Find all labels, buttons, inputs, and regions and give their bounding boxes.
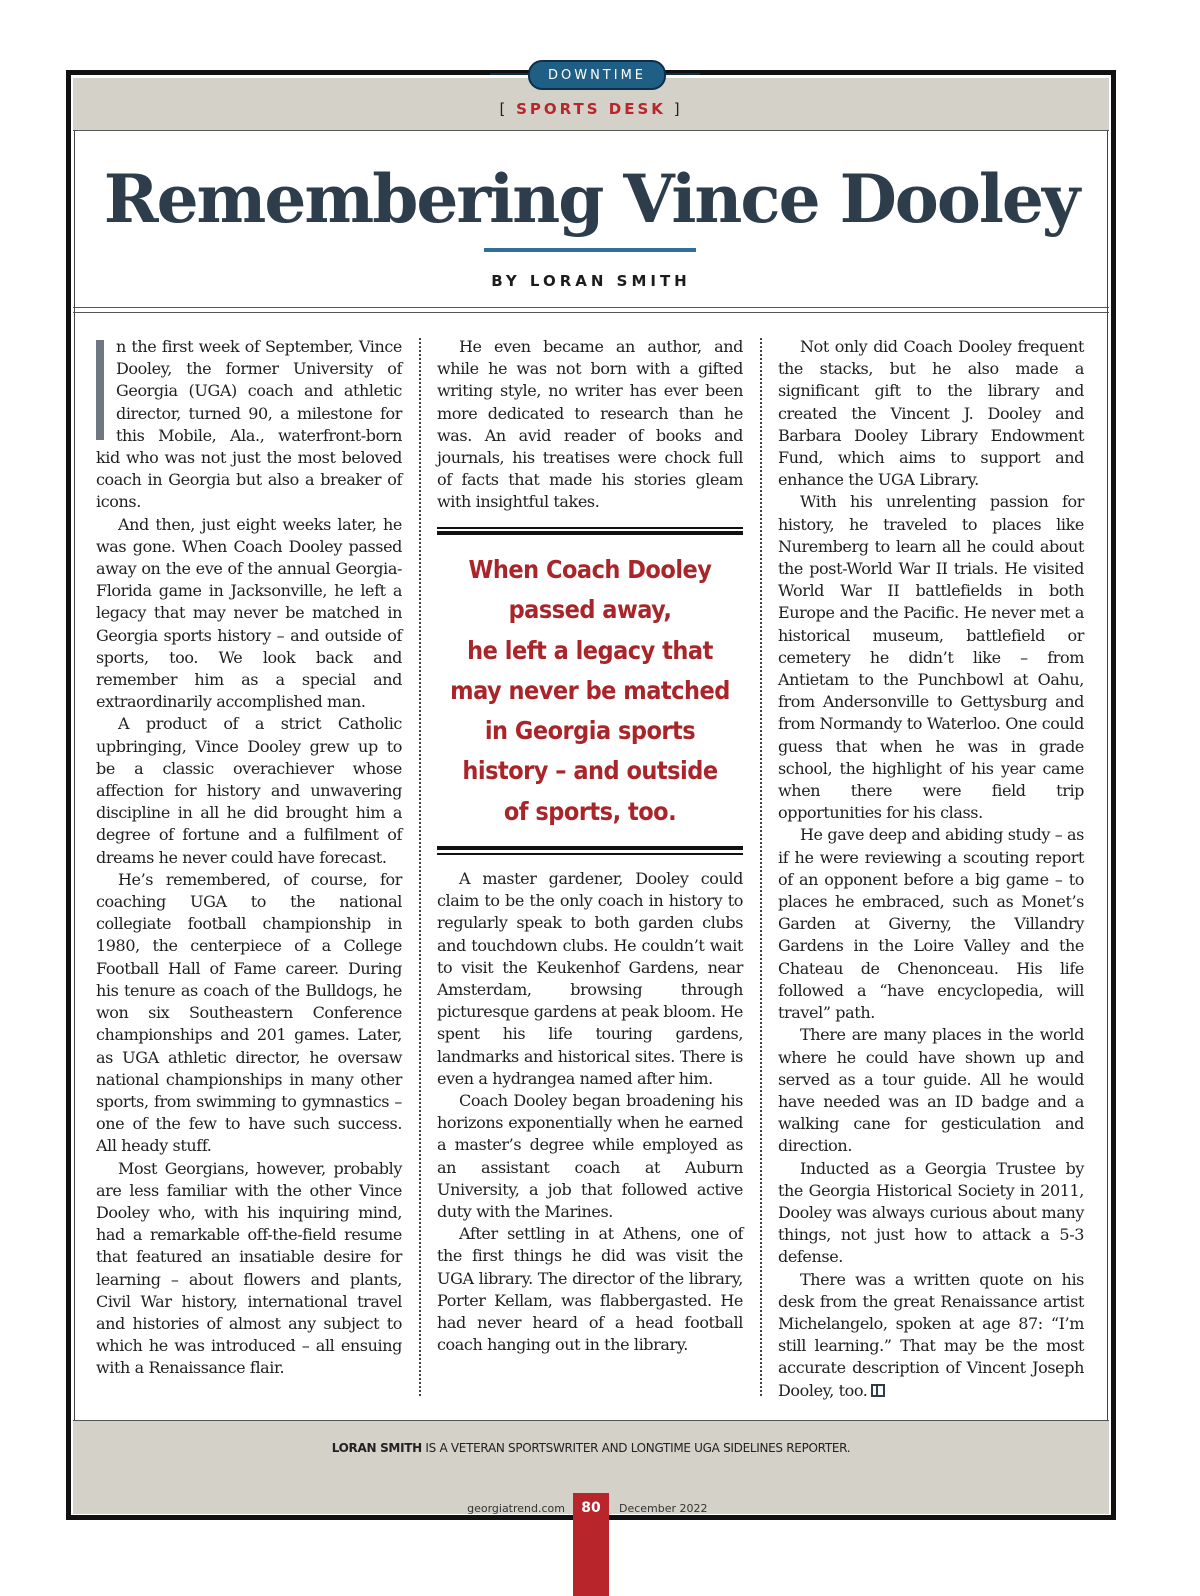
author-name: LORAN SMITH bbox=[331, 1441, 422, 1455]
header-rule-top bbox=[73, 307, 1109, 308]
sports-desk-label bbox=[73, 100, 1109, 118]
paragraph: Not only did Coach Dooley frequent the stacks, but he also made a significant gift to the library and created the Vincent J. Dooley and Barbara Dooley Library Endowment Fund, which aims to support and enhance the UGA Library. bbox=[778, 337, 1084, 490]
paragraph: And then, just eight weeks later, he was gone. When Coach Dooley passed away on the eve of the annual Georgia-Florida game in Jacksonville, he left a legacy that may never be matched in Georgia sports history – and outside of sports, too. We look back and remember him as a special and extraordinarily accomplished man. bbox=[96, 514, 402, 712]
pullquote-line: may never be matched bbox=[450, 675, 730, 705]
paragraph: With his unrelenting passion for history, he traveled to places like Nuremberg to learn all he could about the post-World War II trials. He visited World War II battlefields in both Europe and the Pacific. He never met a historical museum, battlefield or cemetery he didn’t like – from Antietam to the Punchbowl at Oahu, from Andersonville to Gettysburg and from Normandy to Waterloo. One could guess that when he was in grade school, the highlight of his year came when there were field trip opportunities for his class. bbox=[778, 492, 1084, 823]
paragraph: n the first week of September, Vince Dooley, the former University of Georgia (UGA) coach and athletic director, turned 90, a milestone for this Mobile, Ala., waterfront-born kid who was not just the most beloved coach in Georgia but also a breaker of icons. bbox=[96, 337, 402, 512]
pullquote-line: When Coach Dooley bbox=[468, 555, 712, 584]
desk-name: SPORTS DESK bbox=[516, 100, 666, 118]
paragraph: He gave deep and abiding study – as if he were reviewing a scouting report of an opponent before a big game – to places he embraced, such as Monet’s Garden at Giverny, the Villandry Gardens in the Loire Valley and the Chateau de Chenonceau. His life followed a “have encyclopedia, will travel” path. bbox=[778, 825, 1084, 1023]
column-divider-2 bbox=[760, 338, 762, 1396]
page-number: 80 bbox=[581, 1500, 601, 1516]
paragraph: A product of a strict Catholic upbringing, Vince Dooley grew up to be a classic overachiever whose affection for history and unwavering discipline in all he did brought him a degree of fortune and a fulfilment of dreams he never could have forecast. bbox=[96, 714, 402, 867]
dropcap-bar-icon bbox=[96, 340, 104, 440]
paragraph: He’s remembered, of course, for coaching UGA to the national collegiate football championship in 1980, the centerpiece of a College Football Hall of Fame career. During his tenure as coach of the Bulldogs, he won six Southeastern Conference championships and 201 games. Later, as UGA athletic director, he oversaw national championships in many other sports, from swimming to gymnastics – one of the few to have such success. All heady stuff. bbox=[96, 869, 402, 1156]
paragraph: Most Georgians, however, probably are less familiar with the other Vince Dooley who, with his inquiring mind, had a remarkable off-the-field resume that featured an insatiable desire for learning – about flowers and plants, Civil War history, international travel and histories of almost any subject to which he was introduced – all ensuing with a Renaissance flair. bbox=[96, 1158, 402, 1378]
pullquote-line: passed away, bbox=[508, 595, 672, 625]
pullquote-line: he left a legacy that bbox=[467, 635, 713, 665]
end-of-article-icon bbox=[871, 1384, 885, 1397]
footer-issue: December 2022 bbox=[619, 1502, 708, 1515]
author-bio-text: IS A VETERAN SPORTSWRITER AND LONGTIME UGA SIDELINES REPORTER. bbox=[421, 1441, 851, 1455]
paragraph: After settling in at Athens, one of the first things he did was visit the UGA library. The director of the library, Porter Kellam, was flabbergasted. He had never heard of a head football coach hanging out in the library. bbox=[437, 1224, 743, 1355]
pullquote-rule-top-thin bbox=[437, 527, 743, 529]
pullquote-line: history – and outside bbox=[462, 756, 718, 786]
column-2-top bbox=[437, 336, 743, 514]
column-3 bbox=[778, 336, 1084, 1402]
pullquote-rule-top-thick bbox=[437, 531, 743, 535]
paragraph: Inducted as a Georgia Trustee by the Georgia Historical Society in 2011, Dooley was always curious about many things, not just how to attack a 5-3 defense. bbox=[778, 1158, 1084, 1267]
title-underline bbox=[484, 248, 696, 252]
bracket-close: ] bbox=[673, 100, 683, 118]
paragraph: There are many places in the world where he could have shown up and served as a tour guide. All he would have needed was an ID badge and a walking cane for gesticulation and direction. bbox=[778, 1025, 1084, 1156]
pullquote-rule-bottom-thin bbox=[437, 853, 743, 855]
footer-site: georgiatrend.com bbox=[467, 1502, 565, 1515]
article-title: Remembering Vince Dooley bbox=[103, 160, 1079, 238]
column-1 bbox=[96, 336, 402, 1380]
section-pill: DOWNTIME bbox=[528, 60, 666, 90]
header-rule-bottom bbox=[73, 312, 1109, 313]
pullquote-line: of sports, too. bbox=[503, 796, 677, 826]
byline: BY LORAN SMITH bbox=[491, 272, 691, 290]
pullquote-line: in Georgia sports bbox=[484, 716, 696, 746]
paragraph: A master gardener, Dooley could claim to be the only coach in history to regularly speak to both garden clubs and touchdown clubs. He couldn’t wait to visit the Keukenhof Gardens, near Amsterdam, browsing through picturesque gardens at peak bloom. He spent his life touring gardens, landmarks and historical sites. There is even a hydrangea named after him. bbox=[437, 869, 743, 1088]
author-bio bbox=[73, 1441, 1109, 1455]
paragraph: There was a written quote on his desk from the great Renaissance artist Michelangelo, spoken at age 87: “I’m still learning.” That may be the most accurate description of Vincent Joseph Dooley, too. bbox=[778, 1269, 1084, 1400]
paragraph: Coach Dooley began broadening his horizons exponentially when he earned a master’s degree while employed as an assistant coach at Auburn University, a job that followed active duty with the Marines. bbox=[437, 1091, 743, 1222]
paragraph: He even became an author, and while he was not born with a gifted writing style, no writer has ever been more dedicated to research than he was. An avid reader of books and journals, his treatises were chock full of facts that made his stories gleam with insightful takes. bbox=[437, 337, 743, 512]
pullquote bbox=[437, 550, 743, 832]
column-2-bottom bbox=[437, 868, 743, 1356]
bracket-open: [ bbox=[499, 100, 509, 118]
column-divider-1 bbox=[419, 338, 421, 1396]
pullquote-rule-bottom-thick bbox=[437, 846, 743, 850]
